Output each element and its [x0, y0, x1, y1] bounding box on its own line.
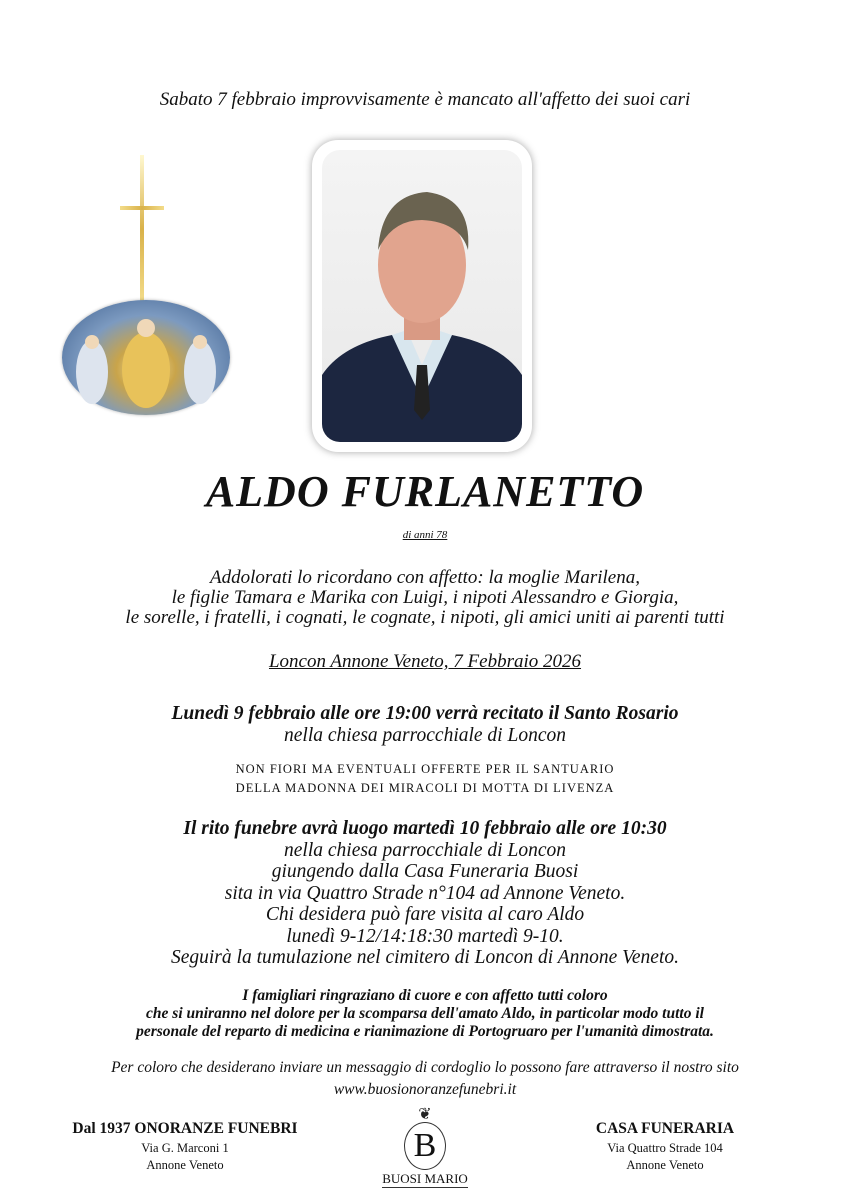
footer-right: [565, 1120, 765, 1173]
buosi-logo: [370, 1108, 480, 1188]
thanks-line: personale del reparto di medicina e rianimazione di Portogruaro per l'umanità dimostrata.: [136, 1023, 714, 1040]
funeral-line: nella chiesa parrocchiale di Loncon: [284, 840, 566, 861]
rosary-location: nella chiesa parrocchiale di Loncon: [284, 725, 566, 746]
age: di anni 78: [402, 529, 448, 541]
no-flowers-line: DELLA MADONNA DEI MIRACOLI DI MOTTA DI LIVENZA: [235, 781, 615, 795]
footer-right-city: Annone Veneto: [626, 1158, 704, 1172]
funeral-line: giungendo dalla Casa Funeraria Buosi: [271, 861, 579, 882]
logo-letter: B: [404, 1122, 446, 1170]
thanks-line: che si uniranno nel dolore per la scomparsa dell'amato Aldo, in particolar modo tutto il: [146, 1005, 704, 1022]
cross-icon: [140, 155, 144, 303]
no-flowers-line: NON FIORI MA EVENTUALI OFFERTE PER IL SANTUARIO: [235, 762, 615, 776]
logo-name: BUOSI MARIO: [382, 1171, 468, 1186]
religious-image: [62, 300, 230, 415]
funeral-line: sita in via Quattro Strade n°104 ad Annone Veneto.: [224, 883, 626, 904]
portrait-frame: [312, 140, 532, 452]
place-date: Loncon Annone Veneto, 7 Febbraio 2026: [268, 651, 582, 672]
footer-left-city: Annone Veneto: [146, 1158, 224, 1172]
portrait-photo: [322, 150, 522, 442]
funeral-line: lunedì 9-12/14:18:30 martedì 9-10.: [286, 926, 564, 947]
footer-left-title: Dal 1937 ONORANZE FUNEBRI: [72, 1120, 298, 1137]
cross-icon-bar: [120, 206, 164, 210]
funeral-line: Seguirà la tumulazione nel cimitero di Loncon di Annone Veneto.: [170, 947, 680, 968]
website-link[interactable]: www.buosionoranzefunebri.it: [333, 1081, 517, 1098]
rosary-title: Lunedì 9 febbraio alle ore 19:00 verrà recitato il Santo Rosario: [171, 703, 679, 724]
funeral-line: Chi desidera può fare visita al caro Aldo: [265, 904, 585, 925]
footer-left-address: Via G. Marconi 1: [141, 1141, 229, 1155]
condolence-text: Per coloro che desiderano inviare un messaggio di cordoglio lo possono fare attraverso il nostro sito: [111, 1059, 739, 1076]
leaf-ornament-icon: ❦: [418, 1106, 432, 1123]
deceased-name: ALDO FURLANETTO: [205, 467, 645, 516]
footer-right-address: Via Quattro Strade 104: [607, 1141, 723, 1155]
footer-left: [60, 1120, 310, 1173]
thanks-line: I famigliari ringraziano di cuore e con affetto tutti coloro: [242, 987, 608, 1004]
funeral-title: Il rito funebre avrà luogo martedì 10 febbraio alle ore 10:30: [183, 818, 667, 839]
mourners-line: le sorelle, i fratelli, i cognati, le cognate, i nipoti, gli amici uniti ai parenti tutti: [125, 607, 725, 628]
mourners-line: Addolorati lo ricordano con affetto: la moglie Marilena,: [210, 567, 640, 588]
mourners-line: le figlie Tamara e Marika con Luigi, i nipoti Alessandro e Giorgia,: [171, 587, 679, 608]
header-line: Sabato 7 febbraio improvvisamente è mancato all'affetto dei suoi cari: [159, 89, 691, 110]
footer-right-title: CASA FUNERARIA: [595, 1120, 735, 1137]
